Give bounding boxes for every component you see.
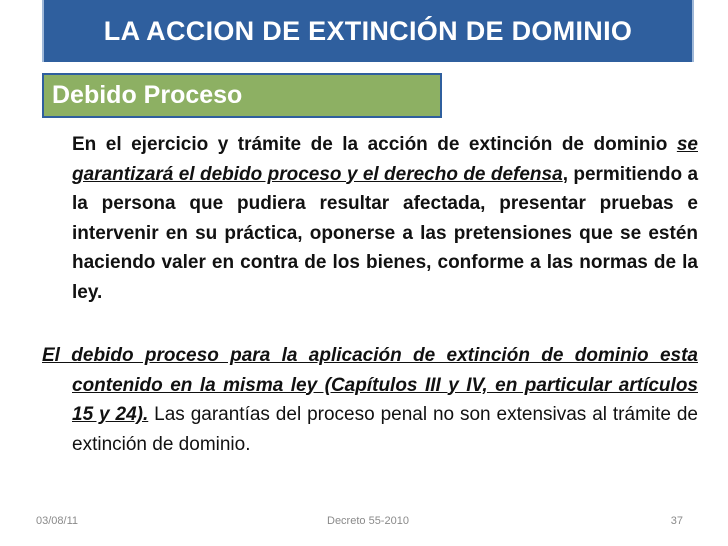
- footer-page-number: 37: [670, 515, 683, 527]
- title-bar: [42, 0, 694, 62]
- paragraph-1-emphasis: se garantizará el debido proceso y el derecho de defensa: [72, 134, 698, 185]
- slide-subtitle: Debido Proceso: [52, 81, 243, 109]
- subtitle-box: [42, 73, 442, 118]
- paragraph-1-text-a: En el ejercicio y trámite de la acción de extinción de dominio: [72, 134, 677, 155]
- paragraph-1-text-c: , permitiendo a la persona que pudiera resultar afectada, presentar pruebas e intervenir en su práctica, oponerse a las pretensiones que se estén haciendo valer en contra de los bienes, conforme a las normas de la ley.: [72, 163, 699, 303]
- slide-body: [42, 130, 698, 459]
- paragraph-2: [42, 341, 698, 459]
- footer-source: Decreto 55-2010: [327, 515, 409, 527]
- paragraph-2-emphasis: El debido proceso para la aplicación de extinción de dominio esta contenido en la misma ley (Capítulos III y IV, en particular artículos 15 y 24).: [42, 345, 698, 425]
- footer-date: 03/08/11: [36, 515, 79, 527]
- slide-title: LA ACCION DE EXTINCIÓN DE DOMINIO: [103, 15, 633, 46]
- paragraph-2-text-b: Las garantías del proceso penal no son extensivas al trámite de extinción de dominio.: [72, 404, 698, 455]
- paragraph-1: [42, 130, 698, 307]
